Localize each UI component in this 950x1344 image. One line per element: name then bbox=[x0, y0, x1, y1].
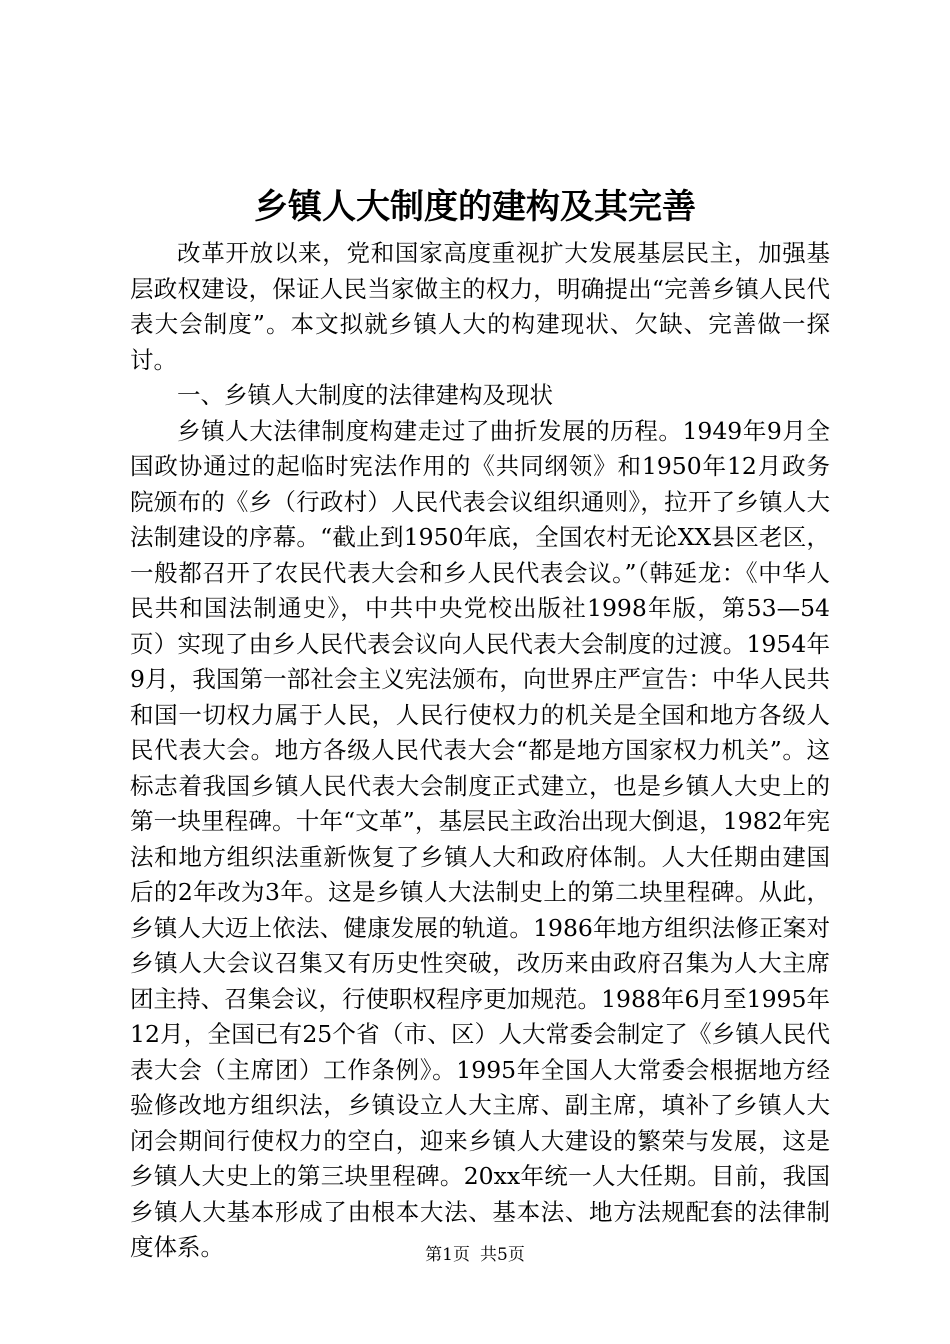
intro-paragraph: 改革开放以来，党和国家高度重视扩大发展基层民主，加强基层政权建设，保证人民当家做主的权力，明确提出“完善乡镇人民代表大会制度”。本文拟就乡镇人大的构建现状、欠缺、完善做一探讨。 bbox=[130, 239, 830, 374]
document-title: 乡镇人大制度的建构及其完善 bbox=[254, 187, 696, 227]
page-count: 共5页 bbox=[480, 1245, 525, 1265]
history-paragraph: 乡镇人大法律制度构建走过了曲折发展的历程。1949年9月全国政协通过的起临时宪法作用的《共同纲领》和1950年12月政务院颁布的《乡（行政村）人民代表会议组织通则》，拉开了乡镇人大法制建设的序幕。“截止到1950年底，全国农村无论XX县区老区，一般都召开了农民代表大会和乡人民代表会议。”（韩延龙：《中华人民共和国法制通史》，中共中央党校出版社1998年版，第53—54页）实现了由乡人民代表会议向人民代表大会制度的过渡。1954年9月，我国第一部社会主义宪法颁布，向世界庄严宣告：中华人民共和国一切权力属于人民，人民行使权力的机关是全国和地方各级人民代表大会。地方各级人民代表大会“都是地方国家权力机关”。这标志着我国乡镇人民代表大会制度正式建立，也是乡镇人大史上的第一块里程碑。十年“文革”，基层民主政治出现大倒退，1982年宪法和地方组织法重新恢复了乡镇人大和政府体制。人大任期由建国后的2年改为3年。这是乡镇人大法制史上的第二块里程碑。从此，乡镇人大迈上依法、健康发展的轨道。1986年地方组织法修正案对乡镇人大会议召集又有历史性突破，改历来由政府召集为人大主席团主持、召集会议，行使职权程序更加规范。1988年6月至1995年12月，全国已有25个省（市、区）人大常委会制定了《乡镇人民代表大会（主席团）工作条例》。1995年全国人大常委会根据地方经验修改地方组织法，乡镇设立人大主席、副主席，填补了乡镇人大闭会期间行使权力的空白，迎来乡镇人大建设的繁荣与发展，这是乡镇人大史上的第三块里程碑。20xx年统一人大任期。目前，我国乡镇人大基本形成了由根本大法、基本法、地方法规配套的法律制度体系。 bbox=[130, 416, 830, 1261]
page-footer bbox=[0, 1243, 950, 1267]
page-number: 第1页 bbox=[425, 1245, 470, 1265]
section-heading: 一、乡镇人大制度的法律建构及现状 bbox=[177, 381, 553, 409]
document-body bbox=[130, 236, 830, 1266]
